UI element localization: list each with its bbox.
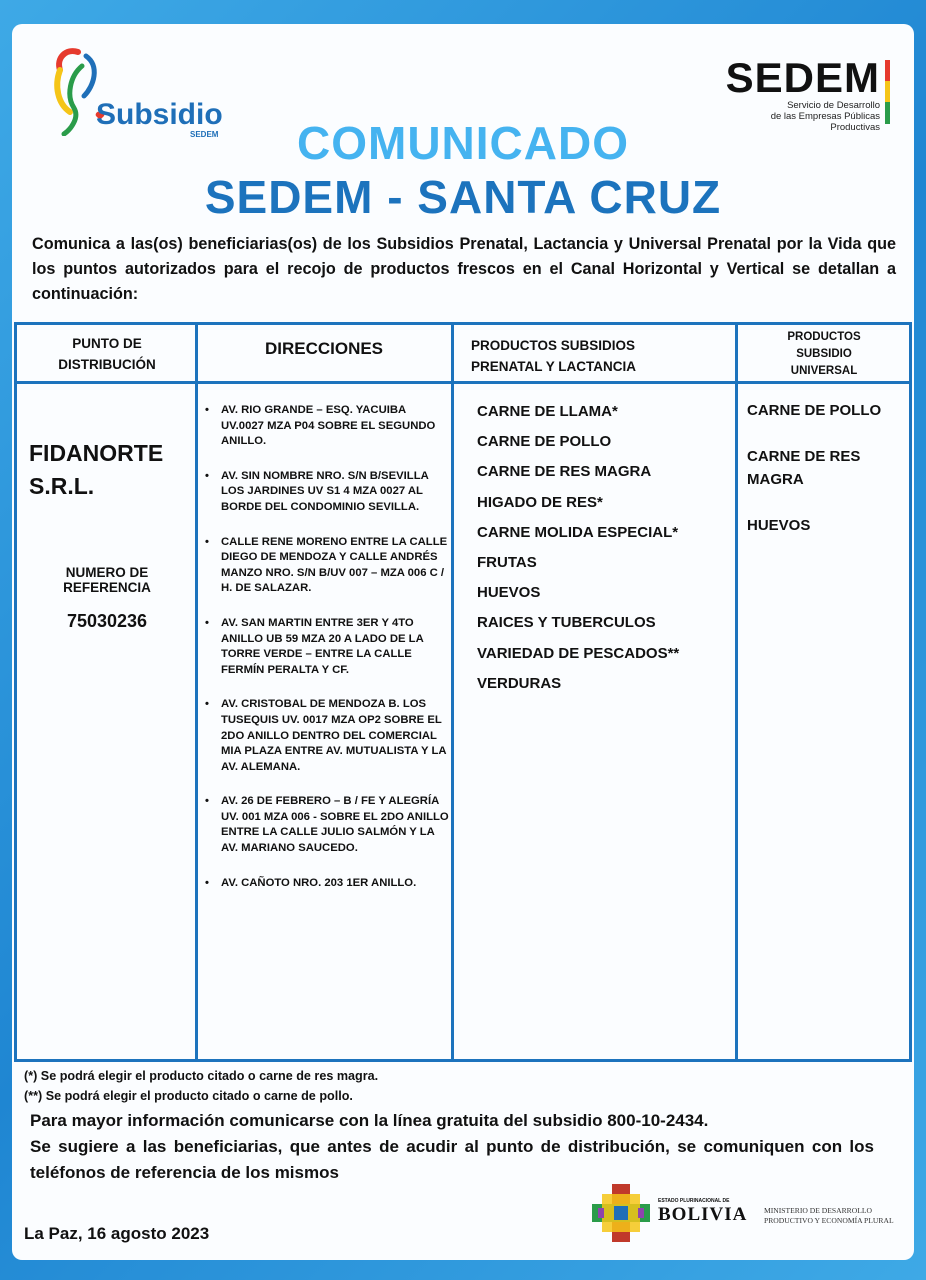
distributor-name-line-2: S.R.L.	[29, 473, 95, 499]
sedem-line-2: de las Empresas Públicas	[770, 111, 880, 122]
distributor-name-line-1: FIDANORTE	[29, 440, 164, 466]
info-text	[30, 1108, 874, 1186]
header-universal-line-3: UNIVERSAL	[790, 365, 858, 377]
header-punto-line-2: DISTRIBUCIÓN	[58, 357, 156, 372]
product-item: RAICES Y TUBERCULOS	[477, 614, 656, 632]
reference-label-line-2: REFERENCIA	[63, 580, 151, 595]
subsidio-word: Subsidio	[96, 98, 223, 131]
header-punto-line-1: PUNTO DE	[72, 336, 142, 351]
address-item: • CALLE RENE MORENO ENTRE LA CALLE DIEGO DE MENDOZA Y CALLE ANDRÉS MANZO NRO. S/N B/UV 007 – MZA 006 C / H. DE SALAZAR.	[203, 535, 449, 597]
product-item: VARIEDAD DE PESCADOS**	[477, 644, 680, 662]
estado-label: ESTADO PLURINACIONAL DE	[658, 1198, 730, 1204]
footnote: (**) Se podrá elegir el producto citado o carne de pollo.	[24, 1089, 353, 1103]
info-line-hotline: Para mayor información comunicarse con la línea gratuita del subsidio 800-10-2434.	[30, 1111, 709, 1130]
column-divider	[735, 325, 738, 1059]
ministerio-line-2: PRODUCTIVO Y ECONOMÍA PLURAL	[764, 1216, 894, 1225]
product-item: CARNE DE RES MAGRA	[477, 463, 652, 481]
bolivia-word: BOLIVIA	[658, 1204, 748, 1225]
address-item: • AV. CRISTOBAL DE MENDOZA B. LOS TUSEQUIS UV. 0017 MZA OP2 SOBRE EL 2DO ANILLO DENTRO DEL COMERCIAL MIA PLAZA ENTRE AV. MUTUALISTA Y LA AV. ALEMANA.	[203, 697, 449, 775]
product-item: CARNE DE POLLO	[747, 402, 882, 419]
product-item: HIGADO DE RES*	[477, 493, 603, 511]
distributor-name	[29, 437, 191, 503]
page-title: COMUNICADO	[297, 117, 629, 169]
address-item: • AV. RIO GRANDE – ESQ. YACUIBA UV.0027 MZA P04 SOBRE EL SEGUNDO ANILLO.	[203, 403, 449, 450]
product-item: CARNE MOLIDA ESPECIAL*	[477, 523, 679, 541]
address-item: • AV. CAÑOTO NRO. 203 1ER ANILLO.	[203, 876, 449, 892]
header-prenatal-line-1: PRODUCTOS SUBSIDIOS	[471, 338, 636, 353]
intro-text: Comunica a las(os) beneficiarias(os) de los Subsidios Prenatal, Lactancia y Universal Prenatal por la Vida que los puntos autorizados para el recojo de productos frescos en el Canal Horizontal y Vertical se detallan a continuación:	[32, 235, 896, 303]
page-subtitle: SEDEM - SANTA CRUZ	[204, 171, 722, 223]
product-item: HUEVOS	[477, 584, 541, 602]
sedem-line-1: Servicio de Desarrollo	[787, 100, 880, 111]
sedem-line-3: Productivas	[830, 122, 880, 133]
address-item: • AV. SIN NOMBRE NRO. S/N B/SEVILLA LOS JARDINES UV S1 4 MZA 0027 AL BORDE DEL CONDOMINIO SEVILLA.	[203, 469, 449, 516]
bolivia-ministry-logo	[592, 1184, 902, 1244]
product-item: FRUTAS	[477, 554, 537, 572]
ministerio-line-1: MINISTERIO DE DESARROLLO	[764, 1206, 872, 1215]
date-line: La Paz, 16 agosto 2023	[24, 1224, 210, 1243]
reference-label-line-1: NUMERO DE	[65, 565, 149, 580]
address-item: • AV. 26 DE FEBRERO – B / FE Y ALEGRÍA UV. 001 MZA 006 - SOBRE EL 2DO ANILLO ENTRE LA CALLE JULIO SALMÓN Y LA AV. MARIANO SAUCEDO.	[203, 794, 449, 856]
header-direcciones: DIRECCIONES	[264, 339, 384, 358]
header-universal-line-2: SUBSIDIO	[796, 348, 852, 360]
header-universal	[739, 329, 909, 380]
product-item: HUEVOS	[747, 517, 811, 534]
sedem-word: SEDEM	[725, 54, 880, 101]
column-divider	[195, 325, 198, 1059]
footnote: (*) Se podrá elegir el producto citado o carne de res magra.	[24, 1069, 379, 1083]
reference-number: 75030236	[66, 611, 148, 631]
header-prenatal-line-2: PRENATAL Y LACTANCIA	[471, 359, 637, 374]
header-punto	[21, 333, 193, 375]
ministerio-label	[764, 1206, 894, 1226]
header-divider	[17, 381, 909, 384]
address-list	[203, 403, 449, 910]
footnotes	[24, 1066, 378, 1106]
product-item: VERDURAS	[477, 674, 562, 692]
reference-label	[21, 565, 193, 595]
prenatal-product-list	[477, 397, 731, 699]
info-line-suggestion: Se sugiere a las beneficiarias, que antes de acudir al punto de distribución, se comuniquen con los teléfonos de referencia de los mismos	[30, 1137, 874, 1182]
communique-sheet	[12, 24, 914, 1260]
header-universal-line-1: PRODUCTOS	[787, 331, 861, 343]
product-item: CARNE DE LLAMA*	[477, 403, 618, 420]
chakana-emblem-icon	[592, 1184, 650, 1242]
header-prenatal	[457, 335, 733, 377]
address-item: • AV. SAN MARTIN ENTRE 3ER Y 4TO ANILLO UB 59 MZA 20 A LADO DE LA TORRE VERDE – ENTRE LA CALLE FERMÍN PERALTA Y CF.	[203, 616, 449, 678]
product-item: CARNE DE RES MAGRA	[747, 448, 861, 488]
flag-bar	[885, 60, 890, 124]
column-divider	[451, 325, 454, 1059]
universal-product-list	[747, 399, 887, 560]
subsidio-sub: SEDEM	[190, 130, 219, 139]
distribution-table	[14, 322, 912, 1062]
product-item: CARNE DE POLLO	[477, 433, 612, 451]
